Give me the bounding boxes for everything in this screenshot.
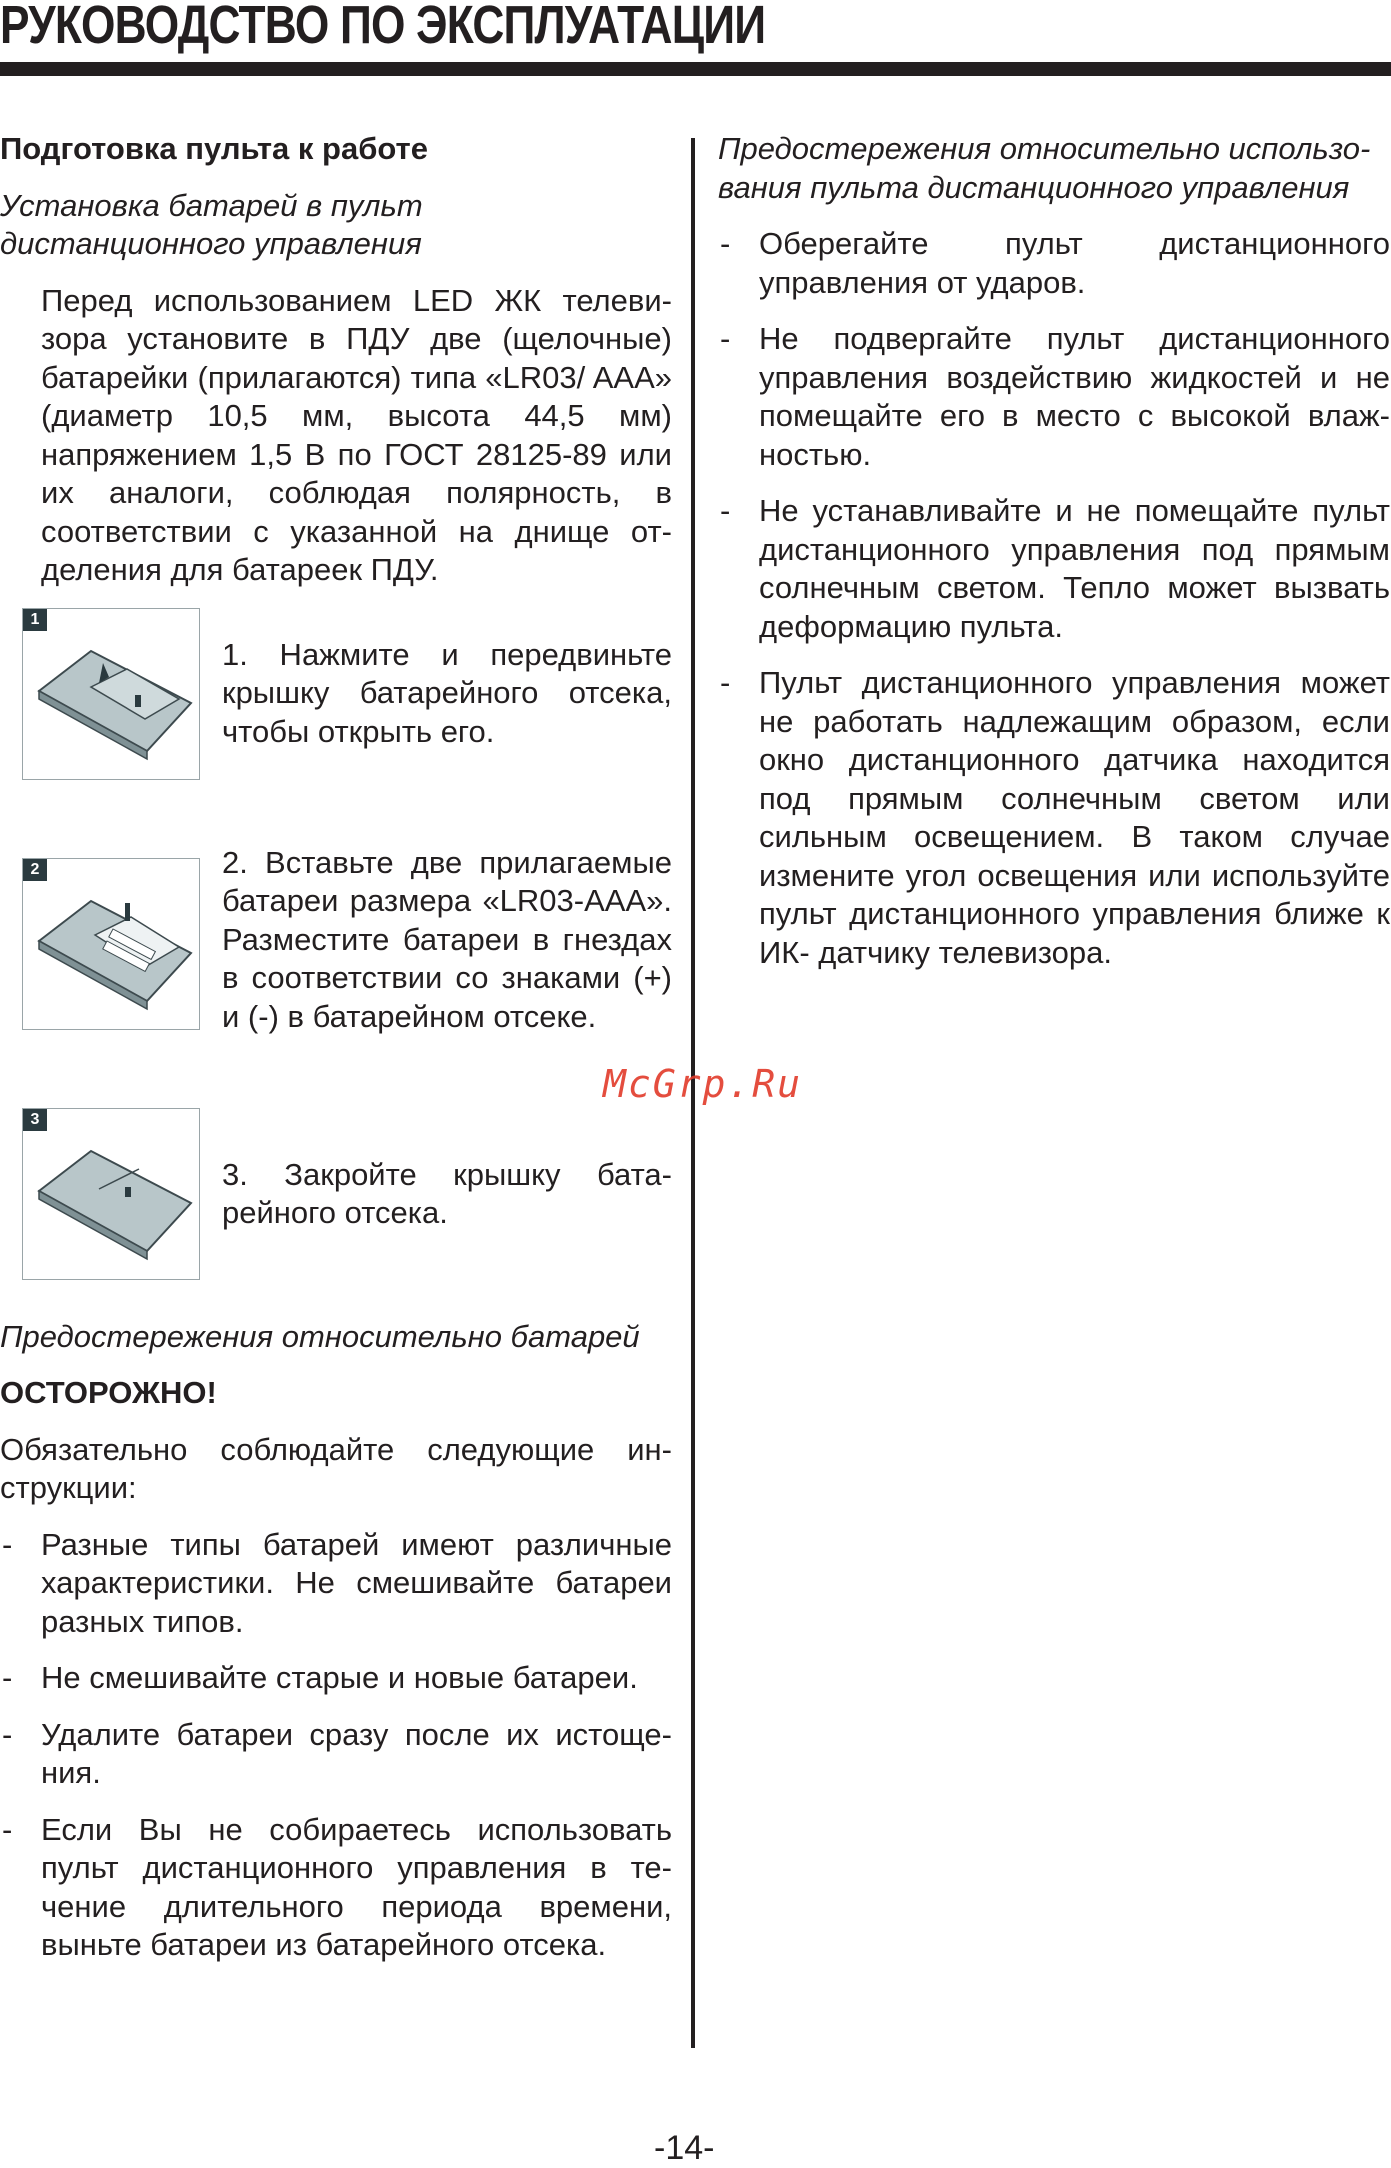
step-3-illustration: [22, 1108, 200, 1280]
list-marker: -: [2, 1716, 13, 1752]
list-item: - Не смешивайте старые и новые батареи.: [0, 1659, 672, 1698]
list-item: - Если Вы не собираетесь использовать пульт дистанционного управления в течение длительного периода времени, выньте батареи из батарейного отсека.: [2, 1811, 672, 1962]
list-marker: -: [2, 1660, 13, 1695]
watermark: McGrp.Ru: [603, 1062, 803, 1106]
warning-intro: Обязательно соблюдайте следующие инструкции:: [0, 1431, 672, 1505]
step-badge: 2: [23, 859, 47, 881]
step-2-text: 2. Вставьте две прилагаемые батареи размера «LR03-AAA». Разместите батареи в гнездах в соответствии со знаками (+) и (-) в батарейном отсеке.: [222, 844, 672, 1034]
remote-closed-cover-icon: [29, 1133, 195, 1273]
list-marker: -: [2, 1526, 13, 1562]
page-header-title: РУКОВОДСТВО ПО ЭКСПЛУАТАЦИИ: [0, 0, 766, 55]
battery-caution-list: [0, 1526, 672, 1965]
intro-paragraph: Перед использованием LED ЖК телевизора установите в ПДУ две (щелочные) батарейки (прилагаются) типа «LR03/ AAA» (диаметр 10,5 мм, высота 44,5 мм) напряжением 1,5 В по ГОСТ 28125-89 или их аналоги, соблюдая полярность, в соответствии с указанной на днище отделения для батареек ПДУ.: [41, 282, 672, 587]
step-1-text: 1. Нажмите и передвиньте крышку батарейного отсека, чтобы открыть его.: [222, 636, 672, 749]
step-badge: 1: [23, 609, 47, 631]
step-3: [0, 1108, 672, 1318]
list-item: - Оберегайте пульт дистанционного управления от ударов.: [720, 226, 1390, 300]
step-2-illustration: [22, 858, 200, 1030]
step-3-text: 3. Закройте крышку батарейного отсека.: [222, 1156, 672, 1230]
list-item: - Удалите батареи сразу после их истощения.: [2, 1716, 672, 1790]
step-1: [0, 608, 672, 858]
list-marker: -: [720, 665, 731, 700]
step-2: [0, 844, 672, 1108]
list-marker: -: [720, 321, 731, 356]
remote-caution-title: Предостережения относительно использования пульта дистанционного управления: [718, 131, 1371, 205]
list-marker: -: [720, 226, 731, 261]
step-badge: 3: [23, 1109, 47, 1131]
list-marker: -: [720, 493, 731, 528]
remote-open-cover-icon: [29, 633, 195, 773]
section-title: Подготовка пульта к работе: [0, 131, 428, 166]
step-1-illustration: [22, 608, 200, 780]
list-item: - Не подвергайте пульт дистанционного управления воздействию жидкостей и не помещайте его в место с высокой влажностью.: [720, 321, 1390, 472]
list-marker: -: [2, 1811, 13, 1847]
header-rule: [0, 62, 1391, 76]
remote-batteries-icon: [29, 883, 195, 1023]
battery-caution-title: Предостережения относительно батарей: [0, 1318, 640, 1354]
list-item: - Разные типы батарей имеют различные характеристики. Не смешивайте батареи разных типов.: [2, 1526, 672, 1639]
right-column: [718, 130, 1390, 990]
left-column: [0, 130, 672, 1983]
list-item: - Пульт дистанционного управления может не работать надлежащим образом, если окно дистанционного датчика находится под прямым солнечным светом или сильным освещением. В таком случае измените угол освещения или используйте пульт дистанционного управления ближе к ИК- датчику телевизора.: [720, 665, 1390, 970]
list-item: - Не устанавливайте и не помещайте пульт дистанционного управления под прямым солнечным светом. Тепло может вызвать деформацию пульта.: [720, 493, 1390, 644]
page-number: -14-: [654, 2129, 715, 2167]
remote-caution-list: [718, 225, 1390, 972]
subsection-title: Установка батарей в пульт дистанционного управления: [0, 187, 423, 261]
warning-label: ОСТОРОЖНО!: [0, 1375, 217, 1410]
